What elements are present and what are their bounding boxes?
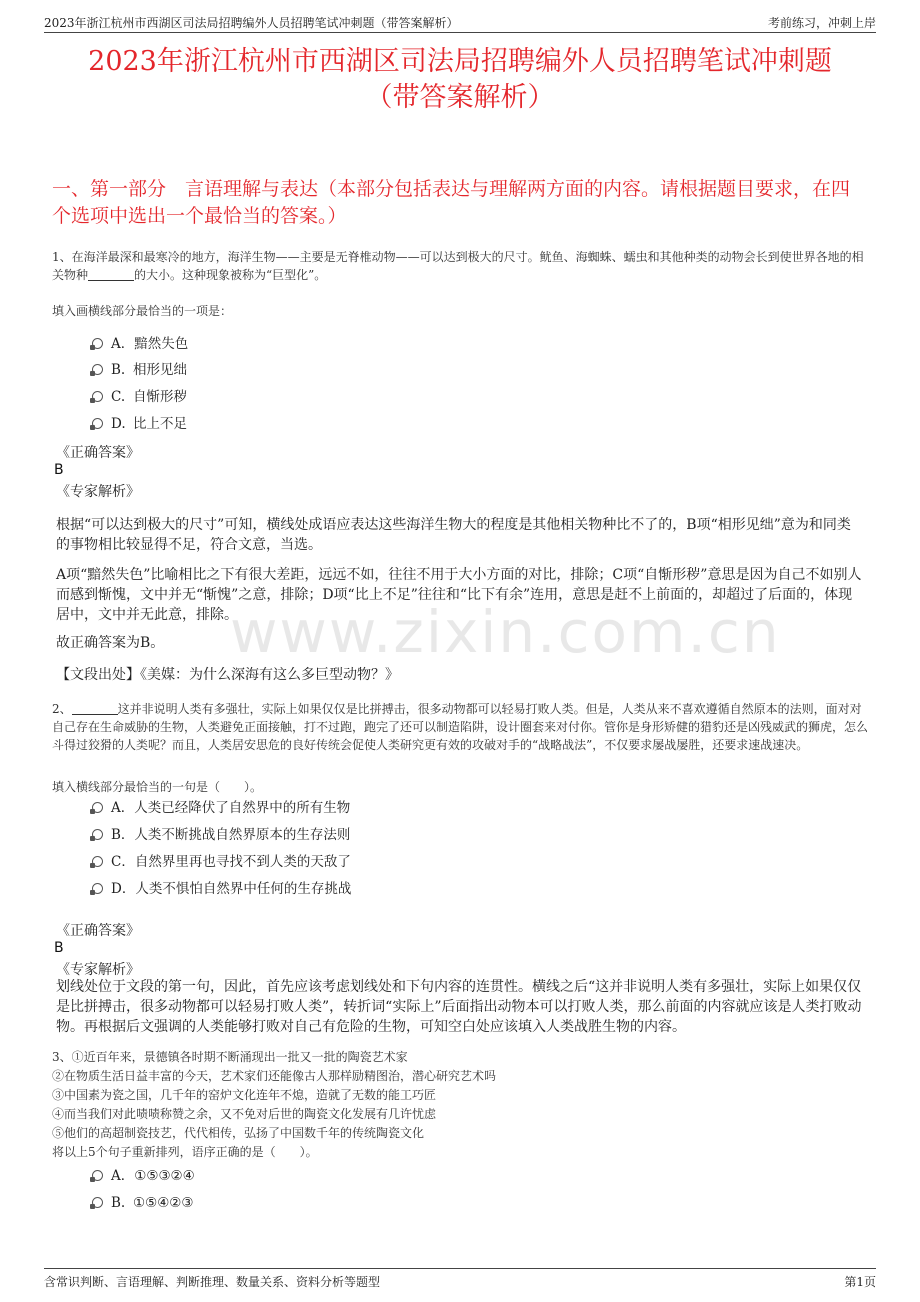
radio-icon[interactable]: [92, 829, 103, 840]
q1-analysis-label: 《专家解析》: [56, 484, 140, 500]
header-doc-title: 2023年浙江杭州市西湖区司法局招聘编外人员招聘笔试冲刺题（带答案解析）: [44, 16, 459, 30]
q2-prompt: 填入横线部分最恰当的一句是（ ）。: [52, 780, 263, 794]
q1-source: 【文段出处】《美媒：为什么深海有这么多巨型动物？》: [56, 667, 399, 683]
title-line-1: 2023年浙江杭州市西湖区司法局招聘编外人员招聘笔试冲刺题: [88, 46, 832, 77]
q2-answer: B: [54, 940, 64, 956]
q2-option-d[interactable]: D．人类不惧怕自然界中任何的生存挑战: [92, 879, 351, 899]
q1-analysis-p1: 根据“可以达到极大的尺寸”可知，横线处成语应表达这些海洋生物大的程度是其他相关物种比不了的，B项“相形见绌”意为和同类的事物相比较显得不足，符合文意，当选。: [56, 517, 851, 553]
q2-option-b[interactable]: B．人类不断挑战自然界原本的生存法则: [92, 825, 350, 845]
q2-analysis-label: 《专家解析》: [56, 962, 140, 978]
q1-option-d[interactable]: D. 比上不足: [92, 414, 187, 434]
section-heading: 一、第一部分 言语理解与表达（本部分包括表达与理解两方面的内容。请根据题目要求，在四个选项中选出一个最恰当的答案。）: [52, 178, 851, 227]
q1-option-b[interactable]: B. 相形见绌: [92, 360, 187, 380]
radio-icon[interactable]: [92, 1197, 103, 1208]
q1-stem: 1、在海洋最深和最寒冷的地方，海洋生物——主要是无脊椎动物——可以达到极大的尺寸。鱿鱼、海蜘蛛、蠕虫和其他种类的动物会长到使世界各地的相关物种 的大小。这种现象被称为“巨型化”。: [52, 250, 864, 282]
q2-answer-label: 《正确答案》: [56, 923, 140, 939]
q1-blank: [88, 268, 134, 281]
q2-option-a[interactable]: A．人类已经降伏了自然界中的所有生物: [92, 798, 350, 818]
q1-analysis-p3: 故正确答案为B。: [56, 635, 165, 651]
radio-icon[interactable]: [92, 802, 103, 813]
q1-option-c[interactable]: C. 自惭形秽: [92, 387, 187, 407]
q2-option-c[interactable]: C．自然界里再也寻找不到人类的天敌了: [92, 852, 351, 872]
radio-icon[interactable]: [92, 856, 103, 867]
q1-answer: B: [54, 462, 64, 478]
q3-line-2: ②在物质生活日益丰富的今天，艺术家们还能像古人那样励精图治，潜心研究艺术吗: [52, 1069, 497, 1083]
q1-option-a[interactable]: A．黯然失色: [92, 334, 188, 354]
q2-analysis: 划线处位于文段的第一句，因此，首先应该考虑划线处和下句内容的连贯性。横线之后“这并非说明人类有多强壮，实际上如果仅仅是比拼搏击，很多动物都可以轻易打败人类”，转折词“实际上”后面指出动物本可以打败人类，那么前面的内容就应该是人类打败动物。再根据后文强调的人类能够打败对自己有危险的生物，可知空白处应该填入人类战胜生物的内容。: [56, 979, 862, 1035]
q3-option-a[interactable]: A．①⑤③②④: [92, 1166, 195, 1186]
q3-option-b[interactable]: B. ①⑤④②③: [92, 1193, 194, 1213]
page-footer: [44, 1268, 876, 1289]
footer-topics: 含常识判断、言语理解、判断推理、数量关系、资料分析等题型: [44, 1275, 381, 1289]
q3-line-5: ⑤他们的高超制瓷技艺，代代相传，弘扬了中国数千年的传统陶瓷文化: [52, 1126, 425, 1140]
radio-icon[interactable]: [92, 1170, 103, 1181]
radio-icon[interactable]: [92, 418, 103, 429]
q2-blank: [72, 702, 118, 715]
q2-stem: 2、 这并非说明人类有多强壮，实际上如果仅仅是比拼搏击，很多动物都可以轻易打败人类。但是，人类从来不喜欢遵循自然原本的法则，面对对自己存在生命威胁的生物，人类避免正面接触，打不过跑，跑完了还可以制造陷阱，设计圈套来对付你。管你是身形矫健的猎豹还是凶残威武的狮虎，怎么斗得过狡猾的人类呢？而且，人类居安思危的良好传统会促使人类研究更有效的攻破对手的“战略战法”，不仅要求屡战屡胜，还要求速战速决。: [52, 702, 869, 752]
q3-prompt: 将以上5个句子重新排列，语序正确的是（ ）。: [52, 1145, 318, 1159]
radio-icon[interactable]: [92, 338, 103, 349]
q3-line-4: ④而当我们对此啧啧称赞之余，又不免对后世的陶瓷文化发展有几许忧虑: [52, 1107, 437, 1121]
radio-icon[interactable]: [92, 391, 103, 402]
radio-icon[interactable]: [92, 364, 103, 375]
q3-line-3: ③中国素为瓷之国，几千年的窑炉文化连年不熄，造就了无数的能工巧匠: [52, 1088, 437, 1102]
radio-icon[interactable]: [92, 883, 103, 894]
page-number: 第1页: [844, 1275, 876, 1289]
header-slogan: 考前练习，冲刺上岸: [767, 16, 876, 30]
document-title: [40, 44, 880, 116]
q1-analysis-p2: A项“黯然失色”比喻相比之下有很大差距，远远不如，往往不用于大小方面的对比，排除；C项“自惭形秽”意思是因为自己不如别人而感到惭愧，文中并无“惭愧”之意，排除；D项“比上不足”往往和“比下有余”连用，意思是赶不上前面的，却超过了后面的，体现居中，文中并无此意，排除。: [56, 567, 862, 623]
q3-line-1: 3、①近百年来，景德镇各时期不断涌现出一批又一批的陶瓷艺术家: [52, 1050, 408, 1064]
page-header: [44, 12, 876, 33]
q1-answer-label: 《正确答案》: [56, 445, 140, 461]
watermark: www.zixin.com.cn: [230, 598, 781, 666]
q1-prompt: 填入画横线部分最恰当的一项是：: [52, 304, 233, 318]
title-line-2: （带答案解析）: [365, 82, 555, 113]
